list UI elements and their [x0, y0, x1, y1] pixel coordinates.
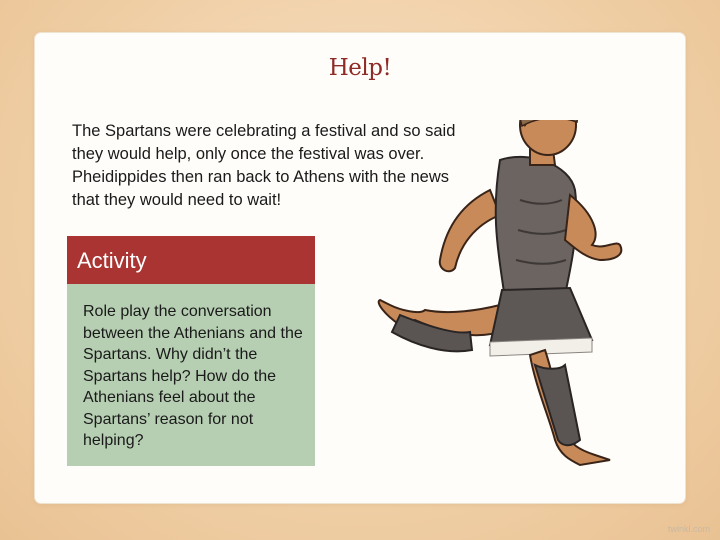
- running-messenger-illustration: [330, 120, 650, 470]
- activity-text: Role play the conversation between the Athenians and the Spartans. Why didn’t the Spartans help? How do the Athenians feel about the Spartans’ reason for not helping?: [67, 284, 315, 466]
- page-title: Help!: [328, 55, 392, 81]
- activity-heading: Activity: [67, 236, 315, 284]
- watermark: twinkl.com: [667, 524, 710, 534]
- story-paragraph: The Spartans were celebrating a festival and so said they would help, only once the festival was over. Pheidippides then ran back to Athens with the news that they would need to wait!: [72, 122, 456, 209]
